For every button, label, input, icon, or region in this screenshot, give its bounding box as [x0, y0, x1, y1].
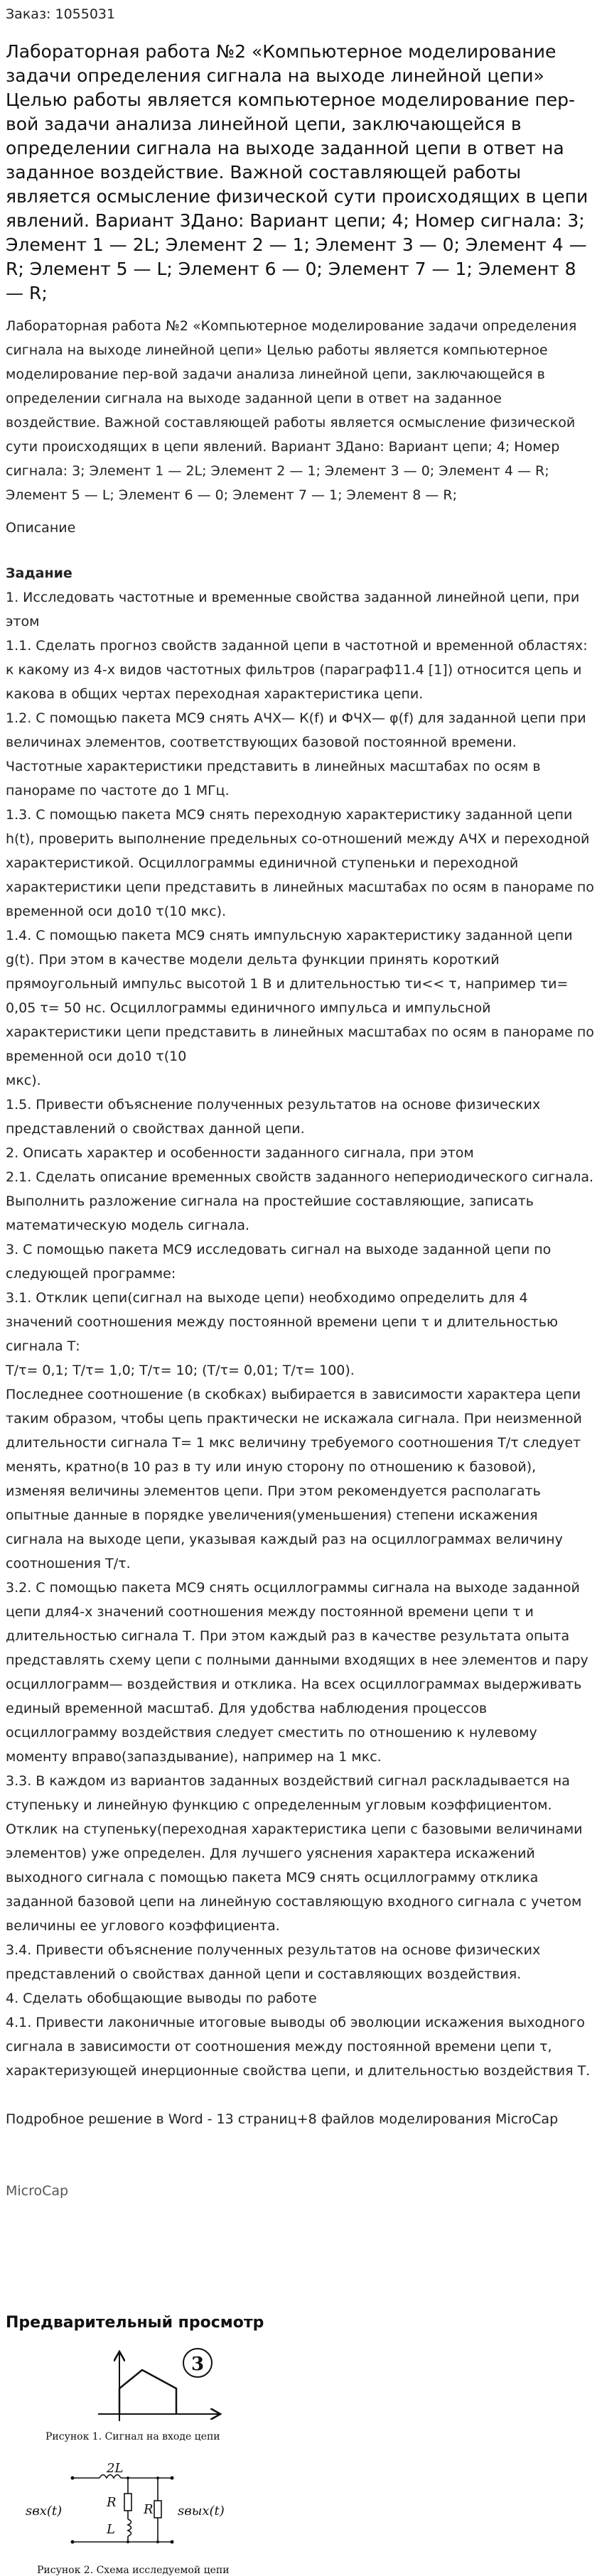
task-heading: Задание [6, 565, 72, 581]
figure2-caption: Рисунок 2. Схема исследуемой цепи [37, 2565, 230, 2576]
task-list [6, 585, 596, 2083]
description-label: Описание [6, 520, 76, 536]
intro-text: Лабораторная работа №2 «Компьютерное моделирование задачи определения сигнала на выходе линейной цепи» Целью работы является компьютерное моделирование пер-вой задачи анализа линейной цепи, заключающейся в определении сигнала на выходе заданной цепи в ответ на заданное воздействие. Важной составляющей работы является осмысление физической сути происходящих в цепи явлений. Вариант 3Дано: Вариант цепи; 4; Номер сигнала: 3; Элемент 1 — 2L; Элемент 2 — 1; Элемент 3 — 0; Элемент 4 — R; Элемент 5 — L; Элемент 6 — 0; Элемент 7 — 1; Элемент 8 — R; [6, 318, 577, 503]
figure1-caption: Рисунок 1. Сигнал на входе цепи [45, 2431, 220, 2442]
solution-note: Подробное решение в Word - 13 страниц+8 файлов моделирования MicroCap [6, 2111, 559, 2127]
task-item: 1.1. Сделать прогноз свойств заданной цепи в частотной и временной областях: к какому из 4-х видов частотных фильтров (параграф11.4 [1]) относится цепь и какова в общих чертах переходная характеристика цепи. [6, 638, 588, 702]
task-item: 3.4. Привести объяснение полученных результатов на основе физических представлений о свойствах данной цепи и составляющих воздействия. [6, 1942, 541, 1982]
task-item: 2.1. Сделать описание временных свойств заданного непериодического сигнала. Выполнить разложение сигнала на простейшие составляющие, записать математическую модель сигнала. [6, 1169, 594, 1233]
resistor-R2 [154, 2501, 161, 2518]
preview-heading: Предварительный просмотр [6, 2314, 264, 2332]
task-item: 1.2. С помощью пакета МС9 снять АЧХ— К(f) и ФЧХ— φ(f) для заданной цепи при величинах элементов, соответствующих базовой постоянной времени. Частотные характеристики представить в линейных масштабах по осям в панораме по частоте до 1 МГц. [6, 710, 586, 799]
page [6, 0, 596, 2576]
microcap-link[interactable]: MicroCap [6, 2183, 69, 2199]
task-item: 4. Сделать обобщающие выводы по работе [6, 1991, 317, 2006]
task-item: 3.3. В каждом из вариантов заданных воздействий сигнал раскладывается на ступеньку и линейную функцию с определенным угловым коэффициентом. Отклик на ступеньку(переходная характеристика цепи с базовыми величинами элементов) уже определен. Для лучшего уяснения характера искажений выходного сигнала с помощью пакета МС9 снять осциллограмму отклика заданной базовой цепи на линейную составляющую входного сигнала с учетом величины ее углового коэффициента. [6, 1773, 583, 1934]
task-item: 1.4. С помощью пакета МС9 снять импульсную характеристику заданной цепи g(t). При этом в качестве модели дельта функции принять короткий прямоугольный импульс высотой 1 В и длительностью τи<< τ, например τи= 0,05 τ= 50 нс. Осциллограммы единичного импульса и импульсной характеристики цепи представить в линейных масштабах по осям в панораме по временной оси до10 τ(10 [6, 928, 594, 1064]
figure-input-signal [91, 2343, 262, 2428]
figure-circuit [23, 2457, 236, 2563]
order-number: Заказ: 1055031 [6, 6, 116, 22]
output-signal-label: sвых(t) [178, 2504, 225, 2518]
inductor-2L-label: 2L [107, 2461, 124, 2476]
inductor-L-label: L [107, 2522, 115, 2537]
task-item: мкс). [6, 1073, 41, 1088]
resistor-R2-label: R [144, 2502, 154, 2517]
resistor-R1-label: R [107, 2495, 117, 2510]
circuit-schematic [23, 2457, 236, 2563]
task-item: Т/τ= 0,1; Т/τ= 1,0; Т/τ= 10; (Т/τ= 0,01; Т/τ= 100). [6, 1363, 355, 1378]
task-item: 4.1. Привести лаконичные итоговые выводы об эволюции искажения выходного сигнала в зависимости от соотношения между постоянной времени цепи τ, характеризующей инерционные свойства цепи, и длительностью воздействия Т. [6, 2015, 591, 2079]
task-item: 3. С помощью пакета МС9 исследовать сигнал на выходе заданной цепи по следующей программе: [6, 1242, 552, 1282]
task-item: 1. Исследовать частотные и временные свойства заданной линейной цепи, при этом [6, 590, 580, 629]
task-item: 2. Описать характер и особенности заданного сигнала, при этом [6, 1145, 474, 1161]
page-title: Лабораторная работа №2 «Компьютерное моделирование задачи определения сигнала на выходе линейной цепи» Целью работы является компьютерное моделирование пер-вой задачи анализа линейной цепи, заключающейся в определении сигнала на выходе заданной цепи в ответ на заданное воздействие. Важной составляющей работы является осмысление физической сути происходящих в цепи явлений. Вариант 3Дано: Вариант цепи; 4; Номер сигнала: 3; Элемент 1 — 2L; Элемент 2 — 1; Элемент 3 — 0; Элемент 4 — R; Элемент 5 — L; Элемент 6 — 0; Элемент 7 — 1; Элемент 8 — R; [6, 41, 588, 303]
signal-plot [91, 2343, 262, 2428]
task-item: Последнее соотношение (в скобках) выбирается в зависимости характера цепи таким образом, чтобы цепь практически не искажала сигнала. При неизменной длительности сигнала Т= 1 мкс величину требуемого соотношения Т/τ следует менять, кратно(в 10 раз в ту или иную сторону по отношению к базовой), изменяя величины элементов цепи. При этом рекомендуется располагать опытные данные в порядке увеличения(уменьшения) степени искажения сигнала на выходе цепи, указывая каждый раз на осциллограммах величину соотношения Т/τ. [6, 1387, 582, 1571]
task-item: 3.1. Отклик цепи(сигнал на выходе цепи) необходимо определить для 4 значений соотношения между постоянной времени цепи τ и длительностью сигнала Т: [6, 1290, 558, 1354]
task-item: 1.5. Привести объяснение полученных результатов на основе физических представлений о свойствах данной цепи. [6, 1097, 541, 1137]
signal-trace [119, 2370, 176, 2414]
resistor-R1 [124, 2494, 131, 2511]
task-item: 1.3. С помощью пакета МС9 снять переходную характеристику заданной цепи h(t), проверить выполнение предельных со-отношений между АЧХ и переходной характеристикой. Осциллограммы единичной ступеньки и переходной характеристики цепи представить в линейных масштабах по осям в панораме по временной оси до10 τ(10 мкс). [6, 807, 594, 919]
task-item: 3.2. С помощью пакета МС9 снять осциллограммы сигнала на выходе заданной цепи для4-х значений соотношения между постоянной времени цепи τ и длительностью сигнала Т. При этом каждый раз в качестве результата опыта представлять схему цепи с полными данными входящих в нее элементов и пару осциллограмм— воздействия и отклика. На всех осциллограммах выдерживать единый временной масштаб. Для удобства наблюдения процессов осциллограмму воздействия следует сместить по отношению к нулевому моменту вправо(запаздывание), например на 1 мкс. [6, 1580, 588, 1765]
inductor-L [128, 2519, 131, 2536]
signal-number-text: 3 [190, 2354, 205, 2375]
input-signal-label: sвх(t) [26, 2504, 63, 2518]
